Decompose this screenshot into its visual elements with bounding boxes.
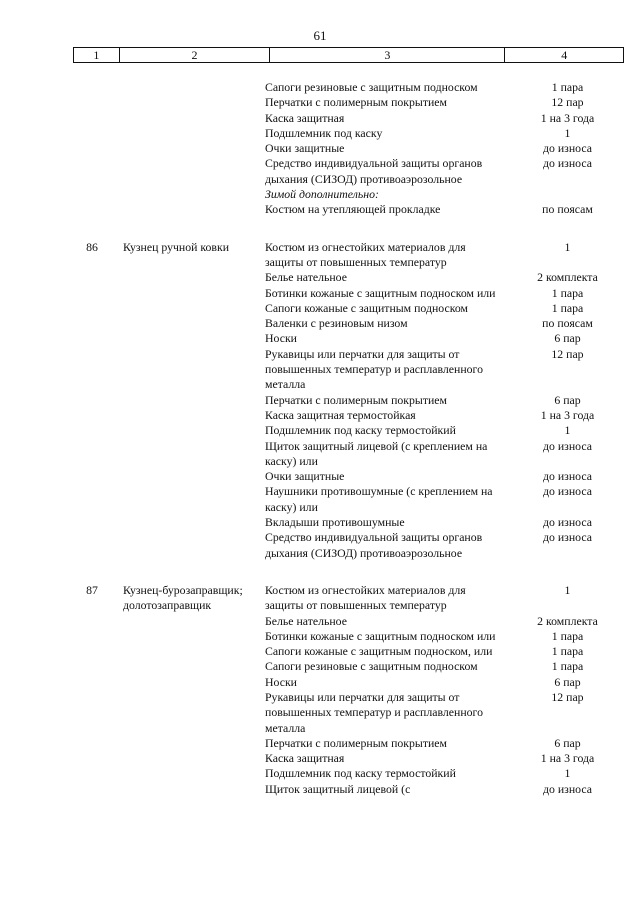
ppe-item-name: Перчатки с полимерным покрытием bbox=[265, 95, 448, 110]
ppe-item-quantity: 1 пара bbox=[551, 300, 584, 315]
list-item bbox=[265, 270, 634, 285]
ppe-item-quantity: 6 пар bbox=[554, 674, 581, 689]
list-item bbox=[265, 80, 634, 95]
list-item bbox=[265, 469, 634, 484]
list-item bbox=[265, 766, 634, 781]
table-row bbox=[0, 240, 640, 561]
list-item bbox=[265, 202, 634, 217]
ppe-item-name: Рукавицы или перчатки для защиты от повышенных температур и расплавленного металла bbox=[265, 689, 483, 735]
ppe-item-quantity: до износа bbox=[543, 469, 592, 484]
ppe-item-name: Подшлемник под каску термостойкий bbox=[265, 766, 456, 781]
list-item bbox=[265, 301, 634, 316]
list-item bbox=[265, 644, 634, 659]
ppe-item-quantity: 1 bbox=[564, 239, 571, 254]
list-item bbox=[265, 484, 634, 515]
list-item bbox=[265, 583, 634, 614]
group-spacer bbox=[0, 218, 640, 240]
ppe-item-quantity: по поясам bbox=[542, 202, 593, 217]
ppe-item-quantity: 1 bbox=[564, 125, 571, 140]
ppe-item-name: Рукавицы или перчатки для защиты от повышенных температур и расплавленного металла bbox=[265, 346, 483, 392]
ppe-item-name: Сапоги резиновые с защитным подноском bbox=[265, 659, 478, 674]
ppe-item-name: Ботинки кожаные с защитным подноском или bbox=[265, 285, 496, 300]
ppe-item-quantity: до износа bbox=[543, 438, 592, 453]
ppe-item-name: Очки защитные bbox=[265, 469, 345, 484]
list-item bbox=[265, 141, 634, 156]
profession-name: Кузнец ручной ковки bbox=[123, 239, 230, 254]
group-spacer bbox=[0, 561, 640, 583]
list-item bbox=[265, 316, 634, 331]
ppe-item-name: Подшлемник под каску bbox=[265, 125, 383, 140]
ppe-item-name: Наушники противошумные (с креплением на каску) или bbox=[265, 484, 493, 514]
ppe-item-name: Зимой дополнительно: bbox=[265, 187, 379, 202]
ppe-item-quantity: 6 пар bbox=[554, 331, 581, 346]
ppe-item-quantity: 6 пар bbox=[554, 735, 581, 750]
ppe-item-quantity: до износа bbox=[543, 141, 592, 156]
ppe-item-quantity: 1 пара bbox=[551, 80, 584, 94]
list-item bbox=[265, 286, 634, 301]
list-item bbox=[265, 675, 634, 690]
ppe-item-quantity: 1 пара bbox=[551, 659, 584, 674]
ppe-item-name: Носки bbox=[265, 674, 297, 689]
ppe-item-name: Перчатки с полимерным покрытием bbox=[265, 735, 448, 750]
header-col-2: 2 bbox=[120, 48, 270, 62]
ppe-item-quantity: 1 bbox=[564, 423, 571, 438]
list-item bbox=[265, 530, 634, 561]
list-item bbox=[265, 423, 634, 438]
ppe-item-name: Каска защитная термостойкая bbox=[265, 407, 416, 422]
ppe-item-name: Щиток защитный лицевой (с bbox=[265, 781, 411, 796]
ppe-item-quantity: 1 пара bbox=[551, 628, 584, 643]
ppe-item-name: Костюм из огнестойких материалов для защиты от повышенных температур bbox=[265, 239, 466, 269]
ppe-item-quantity: до износа bbox=[543, 484, 592, 499]
ppe-list bbox=[265, 240, 634, 561]
ppe-item-quantity: 12 пар bbox=[551, 346, 584, 361]
ppe-item-name: Щиток защитный лицевой (с креплением на каску) или bbox=[265, 438, 488, 468]
ppe-item-name: Средство индивидуальной защиты органов дыхания (СИЗОД) противоаэрозольное bbox=[265, 530, 483, 560]
list-item bbox=[265, 156, 634, 187]
list-item bbox=[265, 614, 634, 629]
ppe-item-name: Средство индивидуальной защиты органов дыхания (СИЗОД) противоаэрозольное bbox=[265, 156, 483, 186]
ppe-item-quantity: 1 на 3 года bbox=[540, 407, 595, 422]
table-row bbox=[0, 80, 640, 218]
ppe-item-quantity: до износа bbox=[543, 781, 592, 796]
row-number bbox=[73, 80, 111, 218]
ppe-item-name: Вкладыши противошумные bbox=[265, 515, 405, 530]
ppe-item-name: Костюм из огнестойких материалов для защиты от повышенных температур bbox=[265, 582, 466, 613]
list-item bbox=[265, 736, 634, 751]
page-number: 61 bbox=[313, 28, 327, 43]
profession-name bbox=[111, 80, 265, 218]
ppe-item-name: Подшлемник под каску термостойкий bbox=[265, 423, 456, 438]
list-item bbox=[265, 240, 634, 271]
ppe-item-name: Сапоги резиновые с защитным подноском bbox=[265, 80, 478, 94]
ppe-item-name: Носки bbox=[265, 331, 297, 346]
ppe-item-name: Белье нательное bbox=[265, 613, 347, 628]
ppe-item-quantity: до износа bbox=[543, 530, 592, 545]
ppe-item-name: Сапоги кожаные с защитным подноском bbox=[265, 300, 468, 315]
list-item bbox=[265, 111, 634, 126]
ppe-list bbox=[265, 583, 634, 797]
table-body bbox=[0, 80, 640, 797]
ppe-item-name: Белье нательное bbox=[265, 270, 347, 285]
header-col-3: 3 bbox=[270, 48, 505, 62]
list-item bbox=[265, 751, 634, 766]
ppe-item-quantity: 12 пар bbox=[551, 689, 584, 704]
ppe-item-quantity: 2 комплекта bbox=[537, 613, 598, 628]
ppe-list bbox=[265, 80, 634, 218]
list-item bbox=[265, 347, 634, 393]
header-col-4: 4 bbox=[561, 48, 568, 62]
profession-name: Кузнец-бурозаправщик; долотозаправщик bbox=[123, 582, 243, 613]
list-item bbox=[265, 659, 634, 674]
ppe-item-name: Валенки с резиновым низом bbox=[265, 316, 408, 331]
list-item bbox=[265, 331, 634, 346]
ppe-item-name: Сапоги кожаные с защитным подноском, или bbox=[265, 644, 493, 659]
list-item bbox=[265, 629, 634, 644]
list-item bbox=[265, 690, 634, 736]
ppe-item-quantity: 1 на 3 года bbox=[540, 751, 595, 766]
ppe-item-quantity: 2 комплекта bbox=[537, 270, 598, 285]
row-number: 87 bbox=[86, 582, 98, 597]
ppe-item-name: Каска защитная bbox=[265, 751, 345, 766]
ppe-item-quantity: до износа bbox=[543, 156, 592, 171]
list-item bbox=[265, 782, 634, 797]
ppe-item-name: Каска защитная bbox=[265, 110, 345, 125]
ppe-item-name: Очки защитные bbox=[265, 141, 345, 156]
table-header bbox=[73, 47, 624, 63]
ppe-item-name: Перчатки с полимерным покрытием bbox=[265, 392, 448, 407]
ppe-item-quantity: 1 пара bbox=[551, 285, 584, 300]
list-item bbox=[265, 126, 634, 141]
ppe-item-name: Костюм на утепляющей прокладке bbox=[265, 202, 441, 217]
ppe-item-quantity: 6 пар bbox=[554, 392, 581, 407]
header-col-1: 1 bbox=[74, 48, 120, 62]
ppe-item-quantity: по поясам bbox=[542, 316, 593, 331]
ppe-item-quantity: 1 пара bbox=[551, 644, 584, 659]
list-item bbox=[265, 187, 634, 202]
table-row bbox=[0, 583, 640, 797]
list-item bbox=[265, 393, 634, 408]
ppe-item-quantity: 1 на 3 года bbox=[540, 110, 595, 125]
ppe-item-quantity: 1 bbox=[564, 766, 571, 781]
ppe-item-quantity: 1 bbox=[564, 582, 571, 597]
list-item bbox=[265, 95, 634, 110]
ppe-item-quantity: до износа bbox=[543, 515, 592, 530]
list-item bbox=[265, 439, 634, 470]
ppe-item-quantity bbox=[501, 187, 634, 202]
list-item bbox=[265, 408, 634, 423]
ppe-item-name: Ботинки кожаные с защитным подноском или bbox=[265, 628, 496, 643]
list-item bbox=[265, 515, 634, 530]
row-number: 86 bbox=[86, 239, 98, 254]
ppe-item-quantity: 12 пар bbox=[551, 95, 584, 110]
